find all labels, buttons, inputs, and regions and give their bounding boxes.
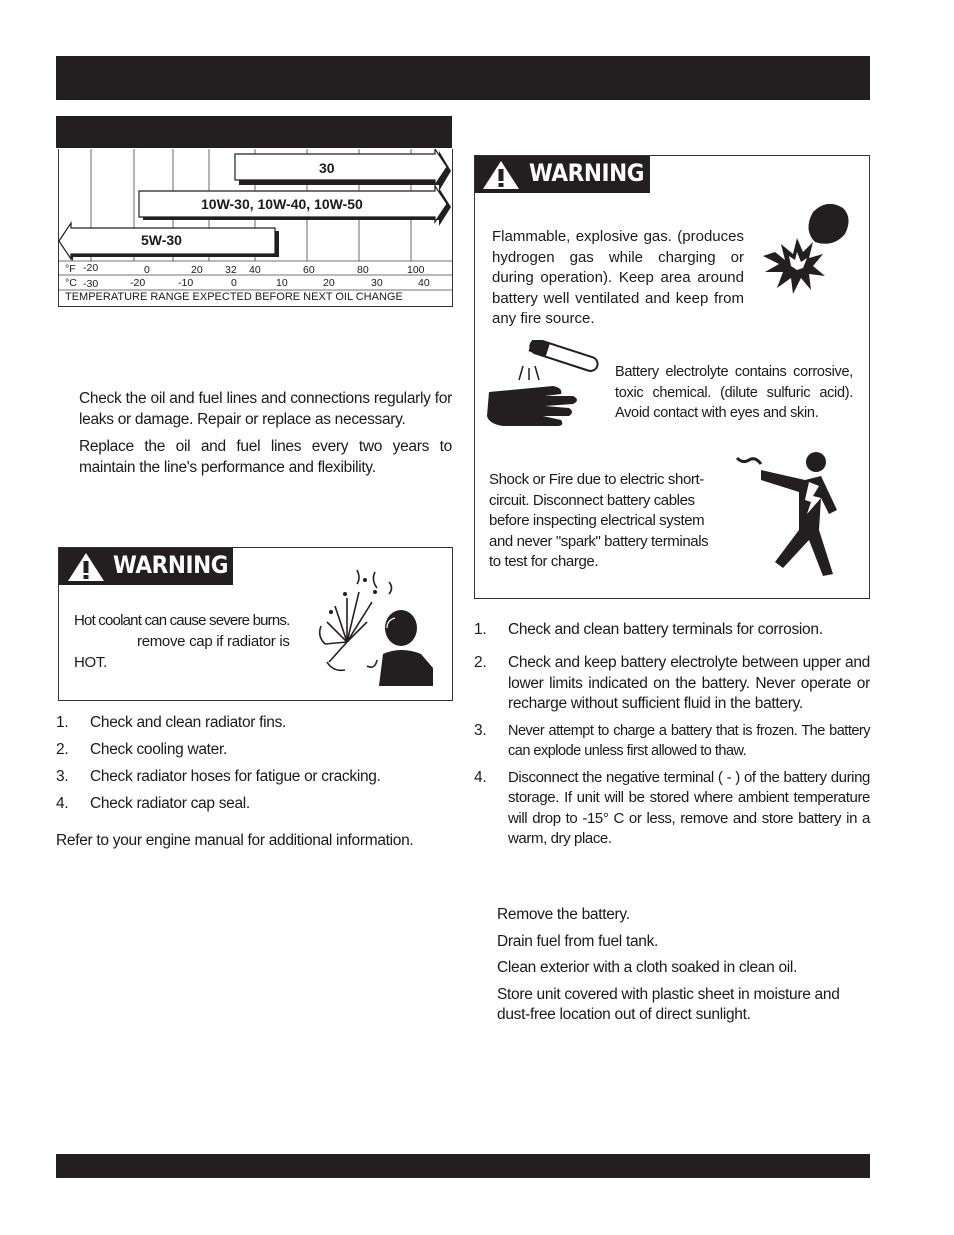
chart-caption: TEMPERATURE RANGE EXPECTED BEFORE NEXT OIL CHANGE xyxy=(65,291,403,303)
c-tick: 20 xyxy=(323,277,335,289)
page-header-bar xyxy=(56,56,870,100)
list-item-number: 3. xyxy=(474,721,487,739)
f-tick: 20 xyxy=(191,264,203,276)
fahrenheit-unit-label: °F xyxy=(65,263,76,275)
radiator-steps-list xyxy=(56,713,452,821)
list-item xyxy=(56,794,452,821)
list-item-number: 2. xyxy=(474,654,487,671)
storage-steps-list xyxy=(497,905,870,1026)
battery-electrolyte-warning-text: Battery electrolyte contains corrosive, toxic chemical. (dilute sulfuric acid). Avoid contact with eyes and skin. xyxy=(615,364,853,421)
battery-steps-list xyxy=(474,620,870,850)
list-item: Clean exterior with a cloth soaked in clean oil. xyxy=(497,959,798,976)
f-tick: 32 xyxy=(225,264,237,276)
oil-viscosity-chart xyxy=(58,149,453,307)
list-item xyxy=(474,721,870,762)
c-tick: 10 xyxy=(276,277,288,289)
list-item-text: Check and clean battery terminals for corrosion. xyxy=(508,621,823,638)
f-tick: 100 xyxy=(407,264,425,276)
list-item-number: 3. xyxy=(56,768,69,785)
lines-paragraph-2: Replace the oil and fuel lines every two years to maintain the line's performance and flexibility. xyxy=(79,438,452,476)
corrosive-hand-icon xyxy=(483,340,601,430)
list-item xyxy=(474,653,870,715)
bar-5w-label: 5W-30 xyxy=(141,232,182,248)
list-item-text: Check radiator hoses for fatigue or cracking. xyxy=(90,768,381,785)
oil-chart-header-bar xyxy=(56,116,452,148)
warning-title: WARNING xyxy=(113,551,228,579)
c-tick: -10 xyxy=(178,277,194,289)
warning-triangle-icon xyxy=(482,160,520,190)
warning-title: WARNING xyxy=(529,159,644,187)
warning-triangle-icon xyxy=(67,552,105,582)
bar-30-label: 30 xyxy=(319,160,335,176)
list-item: Drain fuel from fuel tank. xyxy=(497,932,659,950)
coolant-warning-line1: Hot coolant can cause severe burns. xyxy=(74,612,290,629)
battery-warning-header xyxy=(475,156,650,193)
coolant-warning-header xyxy=(59,548,233,585)
f-tick: 80 xyxy=(357,264,369,276)
c-tick: -30 xyxy=(83,278,99,290)
battery-warning-box xyxy=(474,155,870,599)
list-item-text: Check and clean radiator fins. xyxy=(90,714,287,731)
list-item-number: 4. xyxy=(56,795,69,812)
bar-10w-label: 10W-30, 10W-40, 10W-50 xyxy=(201,196,363,212)
page-footer-bar xyxy=(56,1154,870,1178)
list-item xyxy=(474,620,870,647)
list-item-number: 1. xyxy=(56,714,69,731)
list-item-number: 2. xyxy=(56,741,69,758)
list-item: Remove the battery. xyxy=(497,906,630,923)
list-item-text: Disconnect the negative terminal ( - ) of the battery during storage. If unit will be stored where ambient temperature will drop to -15° C or less, remove and store battery in a warm, dry place. xyxy=(508,768,870,847)
c-tick: 30 xyxy=(371,277,383,289)
battery-shock-warning-text: Shock or Fire due to electric short-circuit. Disconnect battery cables before inspecting electrical system and never "spark" battery terminals to test for charge. xyxy=(489,471,709,570)
f-tick: 0 xyxy=(144,264,150,276)
battery-explosion-icon xyxy=(761,194,857,300)
list-item-text: Never attempt to charge a battery that is frozen. The battery can explode unless first allowed to thaw. xyxy=(508,722,870,759)
list-item xyxy=(56,713,452,740)
list-item-text: Check and keep battery electrolyte between upper and lower limits indicated on the battery. Never operate or recharge without sufficient fluid in the battery. xyxy=(508,654,870,712)
list-item-text: Check cooling water. xyxy=(90,741,228,758)
coolant-warning-box xyxy=(58,547,453,701)
c-tick: -20 xyxy=(130,277,146,289)
lines-paragraph-1: Check the oil and fuel lines and connections regularly for leaks or damage. Repair or replace as necessary. xyxy=(79,390,452,428)
list-item-number: 4. xyxy=(474,768,487,786)
engine-manual-note: Refer to your engine manual for additional information. xyxy=(56,832,414,849)
f-tick: 40 xyxy=(249,264,261,276)
list-item xyxy=(474,768,870,850)
f-tick: 60 xyxy=(303,264,315,276)
c-tick: 0 xyxy=(231,277,237,289)
list-item: Store unit covered with plastic sheet in moisture and dust-free location out of direct sunlight. xyxy=(497,985,840,1023)
list-item xyxy=(56,740,452,767)
chart-grid xyxy=(59,149,452,306)
coolant-warning-line3: HOT. xyxy=(74,654,107,671)
list-item-number: 1. xyxy=(474,621,487,638)
c-tick: 40 xyxy=(418,277,430,289)
battery-gas-warning-text: Flammable, explosive gas. (produces hydrogen gas while charging or during operation). Keep area around battery well ventilated and keep from any fire source. xyxy=(492,228,744,327)
celsius-unit-label: °C xyxy=(65,277,77,289)
bar-30 xyxy=(235,149,447,185)
list-item xyxy=(56,767,452,794)
explosion-burn-person-icon xyxy=(317,562,435,688)
f-tick: -20 xyxy=(83,262,99,274)
electric-shock-person-icon xyxy=(733,450,863,580)
coolant-warning-line2: remove cap if radiator is xyxy=(137,633,290,650)
list-item-text: Check radiator cap seal. xyxy=(90,795,250,812)
